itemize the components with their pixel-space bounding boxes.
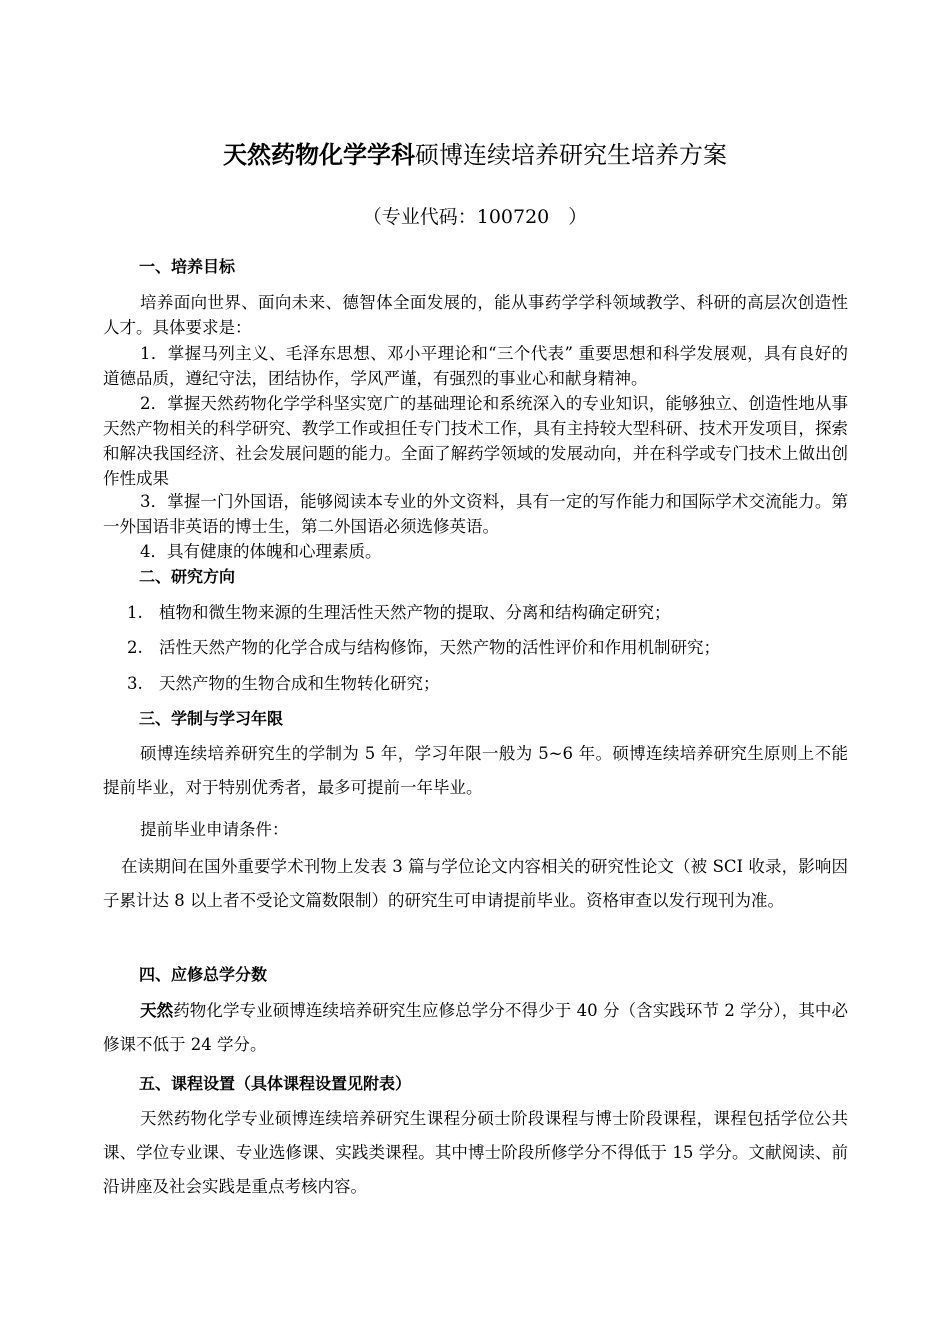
requirement-2: 2．掌握天然药物化学学科坚实宽广的基础理论和系统深入的专业知识，能够独立、创造性地从事天然产物相关的科学研究、教学工作或担任专门技术工作，具有主持较大型科研、技术开发项目，探索和解决我国经济、社会发展问题的能力。全面了解药学领域的发展动向，并在科学或专门技术上做出创作性成果 — [103, 394, 848, 488]
research-item-text: 植物和微生物来源的生理活性天然产物的提取、分离和结构确定研究； — [159, 603, 671, 622]
research-item-number: 3. — [127, 674, 143, 693]
credits-paragraph-rest: 药物化学专业硕博连续培养研究生应修总学分不得少于 40 分（含实践环节 2 学分），其中必修课不低于 24 学分。 — [103, 1001, 849, 1054]
objectives-intro: 培养面向世界、面向未来、德智体全面发展的，能从事药学学科领域教学、科研的高层次创造性人才。具体要求是： — [103, 293, 848, 337]
research-item — [127, 672, 440, 696]
research-item — [127, 636, 720, 660]
section-heading-courses: 五、课程设置（具体课程设置见附表） — [139, 1074, 412, 1093]
research-item — [127, 601, 671, 625]
title-bold-part: 天然药物化学学科 — [223, 141, 415, 169]
section-heading-duration: 三、学制与学习年限 — [139, 709, 284, 728]
requirement-4: 4．具有健康的体魄和心理素质。 — [140, 542, 382, 561]
credits-paragraph — [103, 994, 848, 1062]
section-heading-credits: 四、应修总学分数 — [139, 965, 268, 984]
early-graduation-conditions: 在读期间在国外重要学术刊物上发表 3 篇与学位论文内容相关的研究性论文（被 SCI 收录，影响因子累计达 8 以上者不受论文篇数限制）的研究生可申请提前毕业。资格审查以发行现刊为准。 — [103, 857, 848, 910]
research-item-number: 2. — [127, 638, 143, 657]
document-title — [0, 138, 950, 173]
section-heading-research: 二、研究方向 — [139, 567, 236, 586]
duration-paragraph: 硕博连续培养研究生的学制为 5 年，学习年限一般为 5~6 年。硕博连续培养研究生原则上不能提前毕业，对于特别优秀者，最多可提前一年毕业。 — [103, 744, 848, 797]
section-heading-objectives: 一、培养目标 — [139, 257, 236, 276]
courses-paragraph: 天然药物化学专业硕博连续培养研究生课程分硕士阶段课程与博士阶段课程，课程包括学位公共课、学位专业课、专业选修课、实践类课程。其中博士阶段所修学分不得低于 15 学分。文献阅读、前沿讲座及社会实践是重点考核内容。 — [103, 1109, 848, 1196]
research-item-text: 天然产物的生物合成和生物转化研究； — [159, 674, 440, 693]
research-item-text: 活性天然产物的化学合成与结构修饰，天然产物的活性评价和作用机制研究； — [159, 638, 720, 657]
requirement-3: 3．掌握一门外国语，能够阅读本专业的外文资料，具有一定的写作能力和国际学术交流能力。第一外国语非英语的博士生，第二外国语必须选修英语。 — [103, 492, 848, 536]
credits-paragraph-bold: 天然 — [140, 1001, 174, 1020]
early-graduation-label: 提前毕业申请条件： — [140, 820, 289, 839]
title-rest-part: 硕博连续培养研究生培养方案 — [415, 141, 727, 169]
requirement-1: 1．掌握马列主义、毛泽东思想、邓小平理论和“三个代表” 重要思想和科学发展观，具有良好的道德品质，遵纪守法，团结协作，学风严谨，有强烈的事业心和献身精神。 — [103, 344, 848, 388]
major-code: （专业代码：100720 ） — [362, 206, 588, 228]
research-item-number: 1. — [127, 603, 143, 622]
